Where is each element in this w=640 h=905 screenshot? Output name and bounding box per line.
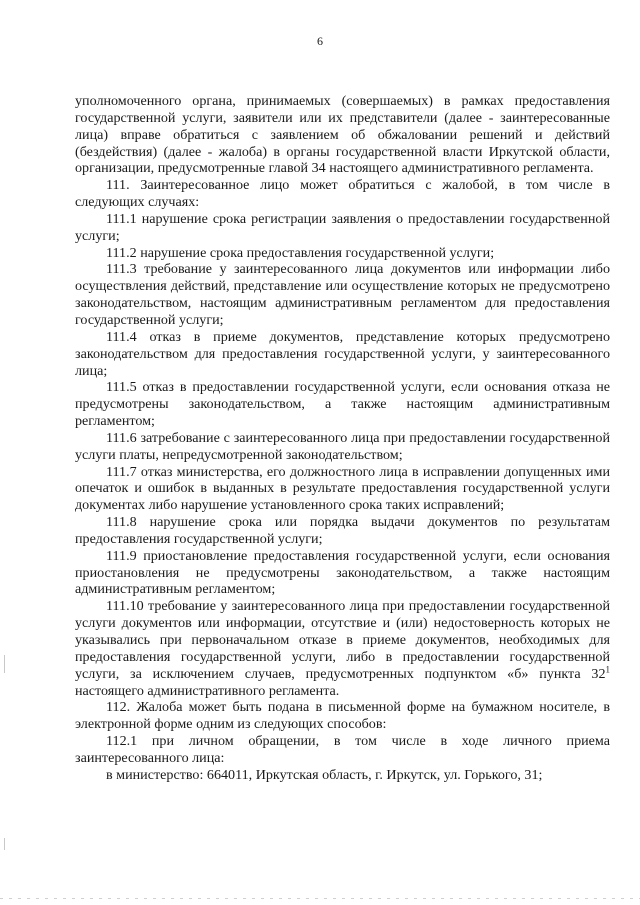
paragraph-111-10-tail: настоящего административного регламента. — [75, 682, 340, 699]
paragraph-111-5: 111.5 отказ в предоставлении государственной услуги, если основания отказа не предусмотрены законодательством, а также настоящим административным регламентом; — [75, 379, 610, 430]
paragraph-111-7: 111.7 отказ министерства, его должностного лица в исправлении допущенных ими опечаток и ошибок в выданных в результате предоставления государственной услуги документах либо нарушение установленного срока таких исправлений; — [75, 463, 610, 514]
scan-margin-mark — [4, 838, 5, 850]
paragraph-111-1: 111.1 нарушение срока регистрации заявления о предоставлении государственной услуги; — [75, 210, 610, 244]
paragraph-ministry-address: в министерство: 664011, Иркутская область, г. Иркутск, ул. Горького, 31; — [106, 766, 543, 783]
paragraph-111-4: 111.4 отказ в приеме документов, представление которых предусмотрено законодательством для предоставления государственной услуги, у заинтересованного лица; — [75, 328, 610, 379]
paragraph-111-3: 111.3 требование у заинтересованного лица документов или информации либо осуществления действий, представление или осуществление которых не предусмотрено законодательством, настоящим административным регламентом для предоставления государственной услуги; — [75, 261, 610, 328]
paragraph-intro: уполномоченного органа, принимаемых (совершаемых) в рамках предоставления государственной услуги, заявители или их представители (далее - заинтересованные лица) вправе обратиться с заявлением об обжаловании решений и действий (бездействия) (далее - жалоба) в органы государственной власти Иркутской области, организации, предусмотренные главой 34 настоящего административного регламента. — [75, 93, 610, 177]
paragraph-112: 112. Жалоба может быть подана в письменной форме на бумажном носителе, в электронной форме одним из следующих способов: — [75, 699, 610, 733]
document-body — [75, 93, 610, 784]
paragraph-111-9: 111.9 приостановление предоставления государственной услуги, если основания приостановления не предусмотрены законодательством, а также настоящим административным регламентом; — [75, 547, 610, 598]
scan-edge-line — [0, 898, 640, 899]
superscript-1: 1 — [605, 664, 610, 674]
paragraph-111-10-main: 111.10 требование у заинтересованного лица при предоставлении государственной услуги документов или информации, отсутствие и (или) недостоверность которых не указывались при первоначальном отказе в приеме документов, необходимых для предоставления государственной услуги, либо в предоставлении государственной услуги, за исключением случаев, предусмотренных подпунктом «б» пункта 32 — [75, 598, 610, 682]
paragraph-111: 111. Заинтересованное лицо может обратиться с жалобой, в том числе в следующих случаях: — [75, 177, 610, 211]
paragraph-112-1: 112.1 при личном обращении, в том числе в ходе личного приема заинтересованного лица: — [75, 733, 610, 766]
scan-margin-mark — [4, 655, 5, 673]
paragraph-111-10 — [75, 598, 610, 699]
page-number: 6 — [317, 34, 323, 48]
paragraph-111-2: 111.2 нарушение срока предоставления государственной услуги; — [106, 244, 495, 261]
paragraph-111-8: 111.8 нарушение срока или порядка выдачи документов по результатам предоставления государственной услуги; — [75, 514, 610, 547]
paragraph-111-6: 111.6 затребование с заинтересованного лица при предоставлении государственной услуги платы, непредусмотренной законодательством; — [75, 429, 610, 463]
